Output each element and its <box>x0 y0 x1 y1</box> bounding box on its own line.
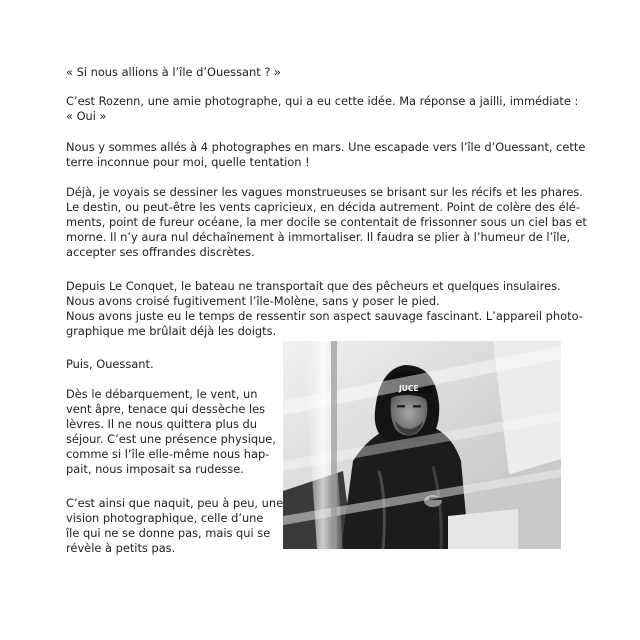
paragraph-line: C’est ainsi que naquit, peu à peu, une <box>66 496 284 510</box>
photograph <box>283 341 561 549</box>
text-block-column <box>66 387 276 477</box>
paragraph-line: « Oui » <box>66 109 107 123</box>
paragraph-line: Le destin, ou peut-être les vents capricieux, en décida autrement. Point de colère des élé- <box>66 200 580 214</box>
paragraph-line: Dès le débarquement, le vent, un <box>66 387 258 401</box>
paragraph-2 <box>66 94 578 124</box>
paragraph-line: morne. Il n’y aura nul déchaînement à immortaliser. Il faudra se plier à l’humeur de l’île, <box>66 230 571 244</box>
paragraph-line: Nous y sommes allés à 4 photographes en mars. Une escapade vers l’île d’Ouessant, cette <box>66 140 586 154</box>
paragraph-line: Nous avons croisé fugitivement l’île-Molène, sans y poser le pied. <box>66 294 440 308</box>
text-block <box>66 140 585 170</box>
text-block <box>66 94 578 124</box>
text-block-main <box>66 65 281 80</box>
text-block <box>66 357 154 372</box>
paragraph-1 <box>66 65 281 80</box>
paragraph-line: ments, point de fureur océane, la mer docile se contentait de frissonner sous un ciel bas et <box>66 215 587 229</box>
paragraph-line: terre inconnue pour moi, quelle tentation ! <box>66 155 310 169</box>
text-block-column <box>66 496 283 556</box>
cap-lettering: JUCE <box>399 384 419 393</box>
paragraph-line: pait, nous imposait sa rudesse. <box>66 462 244 476</box>
photograph-illustration <box>283 341 561 549</box>
paragraph-line: accepter ses offrandes discrètes. <box>66 245 255 259</box>
paragraph-4 <box>66 185 587 260</box>
paragraph-8 <box>66 496 283 556</box>
paragraph-line: Déjà, je voyais se dessiner les vagues monstrueuses se brisant sur les récifs et les phares. <box>66 185 583 199</box>
paragraph-line: « Si nous allions à l’île d’Ouessant ? » <box>66 65 281 79</box>
paragraph-line: révèle à petits pas. <box>66 541 176 555</box>
paragraph-line: Depuis Le Conquet, le bateau ne transportait que des pêcheurs et quelques insulaires. <box>66 279 561 293</box>
paragraph-line: graphique me brûlait déjà les doigts. <box>66 324 277 338</box>
paragraph-line: comme si l’île elle-même nous hap- <box>66 447 270 461</box>
text-block <box>66 185 587 260</box>
text-block <box>66 279 583 339</box>
paragraph-5 <box>66 279 583 339</box>
paragraph-7 <box>66 387 276 477</box>
paragraph-line: lèvres. Il ne nous quittera plus du <box>66 417 257 431</box>
paragraph-line: Nous avons juste eu le temps de ressentir son aspect sauvage fascinant. L’appareil photo- <box>66 309 583 323</box>
paragraph-line: vent âpre, tenace qui dessèche les <box>66 402 266 416</box>
paragraph-line: île qui ne se donne pas, mais qui se <box>66 526 271 540</box>
paragraph-line: séjour. C’est une présence physique, <box>66 432 276 446</box>
paragraph-3 <box>66 140 585 170</box>
paragraph-line: Puis, Ouessant. <box>66 357 154 371</box>
paragraph-line: vision photographique, celle d’une <box>66 511 264 525</box>
paragraph-line: C’est Rozenn, une amie photographe, qui a eu cette idée. Ma réponse a jailli, immédiate : <box>66 94 579 108</box>
paragraph-6 <box>66 357 154 372</box>
